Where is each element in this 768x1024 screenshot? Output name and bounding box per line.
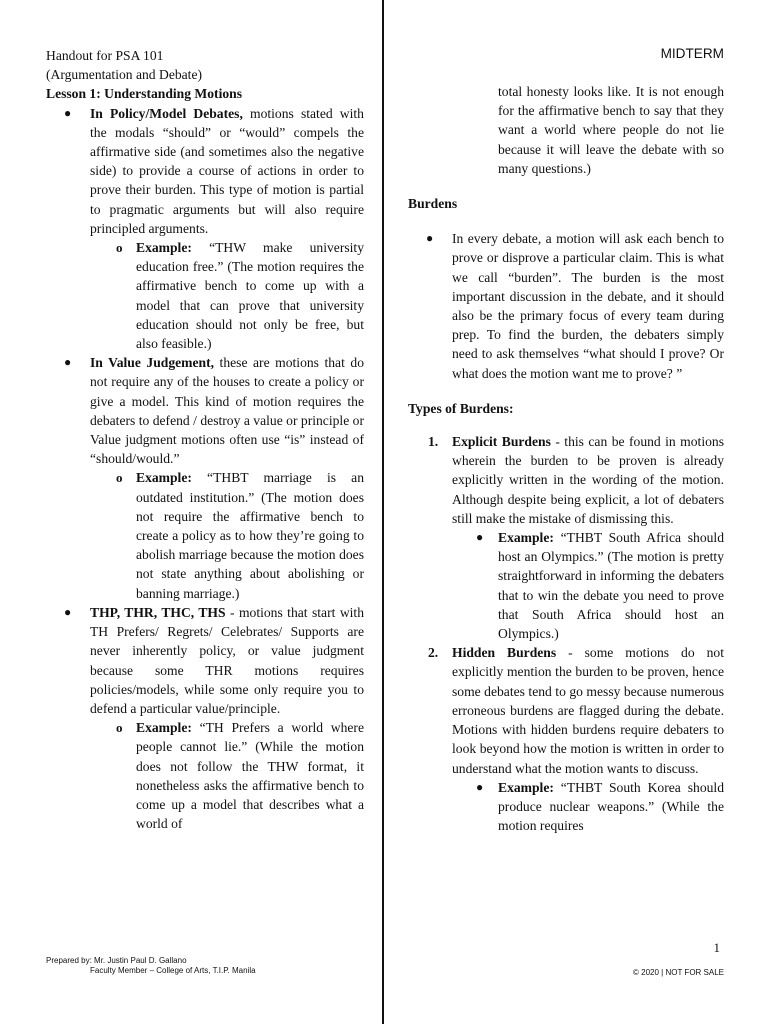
value-example — [116, 468, 364, 602]
faculty-line: Faculty Member – College of Arts, T.I.P. Manila — [90, 966, 256, 975]
right-column — [408, 46, 724, 835]
column-divider — [382, 0, 384, 1024]
thp-lead: THP, THR, THC, THS — [90, 604, 226, 620]
hidden-example — [476, 778, 724, 836]
page-number: 1 — [713, 940, 720, 955]
bullet-icon: ● — [426, 231, 434, 246]
bullet-icon: ● — [476, 779, 484, 794]
thp-bullet — [64, 603, 364, 718]
value-example-label: Example: — [136, 470, 192, 486]
course-subtitle: (Argumentation and Debate) — [46, 67, 203, 83]
burdens-bullet — [426, 229, 724, 383]
thp-example-label: Example: — [136, 720, 192, 736]
value-text: these are motions that do not require any of the houses to create a policy or give a model. This kind of motion requires the debaters to defend / destroy a value or principle or Value judgment motions often use “is” instead of “should/would.” — [90, 355, 364, 467]
explicit-item — [428, 432, 724, 528]
hidden-example-text: “THBT South Korea should produce nuclear weapons.” (While the motion requires — [498, 779, 724, 834]
sub-bullet-icon: o — [116, 720, 123, 736]
policy-lead: In Policy/Model Debates, — [90, 105, 243, 121]
handout-title: Handout for PSA 101 — [46, 48, 164, 63]
hidden-number: 2. — [428, 645, 439, 661]
policy-example-label: Example: — [136, 240, 192, 256]
burdens-heading: Burdens — [408, 196, 458, 212]
thp-example — [116, 718, 364, 833]
hidden-text: - some motions do not explicitly mention the burden to be proven, hence some debates tend to go messy because numerous erroneous burdens are flagged during the debate. Motions with hidden burdens require debaters to look beyond how the motion is written in order to understand what the motion wants to discuss. — [452, 645, 724, 776]
left-column — [46, 46, 364, 833]
value-example-text: “THBT marriage is an outdated institution.” (The motion does not require the affirmative bench to create a policy as to how they’re going to abolish marriage because the motion does not state anything about abolishing or banning marriage.) — [136, 470, 364, 601]
policy-bullet — [64, 104, 364, 238]
bullet-icon: ● — [64, 105, 72, 120]
explicit-example-text: “THBT South Africa should host an Olympics.” (The motion is pretty straightforward in informing the debaters that to win the debate you need to prove that South Africa should host an Olympics.) — [498, 530, 724, 642]
prepared-by: Prepared by: Mr. Justin Paul D. Gallano — [46, 956, 187, 965]
hidden-example-label: Example: — [498, 779, 554, 795]
policy-text: motions stated with the modals “should” or “would” compels the affirmative side (and sometimes also the negative side) to provide a course of actions in order to prove their burden. This type of motion is partial to pragmatic arguments but will also require principled arguments. — [90, 105, 364, 236]
hidden-lead: Hidden Burdens — [452, 645, 557, 661]
thp-text: - motions that start with TH Prefers/ Regrets/ Celebrates/ Supports are never inherently policy, or value judgment because some THR motions requires policies/models, while some only require you to defend a particular value/principle. — [90, 604, 364, 716]
bullet-icon: ● — [64, 355, 72, 370]
explicit-lead: Explicit Burdens — [452, 434, 551, 450]
hidden-item — [428, 643, 724, 777]
value-lead: In Value Judgement, — [90, 355, 215, 371]
explicit-number: 1. — [428, 434, 439, 450]
lesson-title: Lesson 1: Understanding Motions — [46, 86, 243, 102]
burdens-text: In every debate, a motion will ask each bench to prove or disprove a particular claim. This is what we call “burden”. The burden is the most important discussion in the debate, and it should also be the primary focus of every team during prep. To find the burden, the debaters simply need to ask themselves “what should I prove? Or what does the motion want me to prove? ” — [452, 231, 724, 381]
policy-example-text: “THW make university education free.” (The motion requires the affirmative bench to come up with a model that can prove that university education should not only be free, but also feasible.) — [136, 240, 364, 352]
copyright-notice: © 2020 | NOT FOR SALE — [633, 968, 724, 977]
policy-example — [116, 238, 364, 353]
bullet-icon: ● — [476, 530, 484, 545]
bullet-icon: ● — [64, 604, 72, 619]
value-bullet — [64, 353, 364, 468]
term-label: MIDTERM — [660, 46, 724, 61]
types-heading: Types of Burdens: — [408, 400, 514, 416]
explicit-example — [476, 528, 724, 643]
sub-bullet-icon: o — [116, 240, 123, 256]
thp-example-text: “TH Prefers a world where people cannot lie.” (While the motion does not follow the THW format, it nonetheless asks the affirmative bench to come up a model that describes what a world of — [136, 720, 364, 832]
continuation-text: total honesty looks like. It is not enough for the affirmative bench to say that they want a world where people do not lie because it will leave the debate with so many questions.) — [498, 84, 724, 176]
footer-credits — [46, 956, 256, 976]
sub-bullet-icon: o — [116, 470, 123, 486]
explicit-example-label: Example: — [498, 530, 554, 546]
explicit-text: - this can be found in motions wherein the burden to be proven is already explicitly written in the wording of the motion. Although despite being explicit, a lot of debaters still make the mistake of dismissing this. — [452, 434, 724, 526]
